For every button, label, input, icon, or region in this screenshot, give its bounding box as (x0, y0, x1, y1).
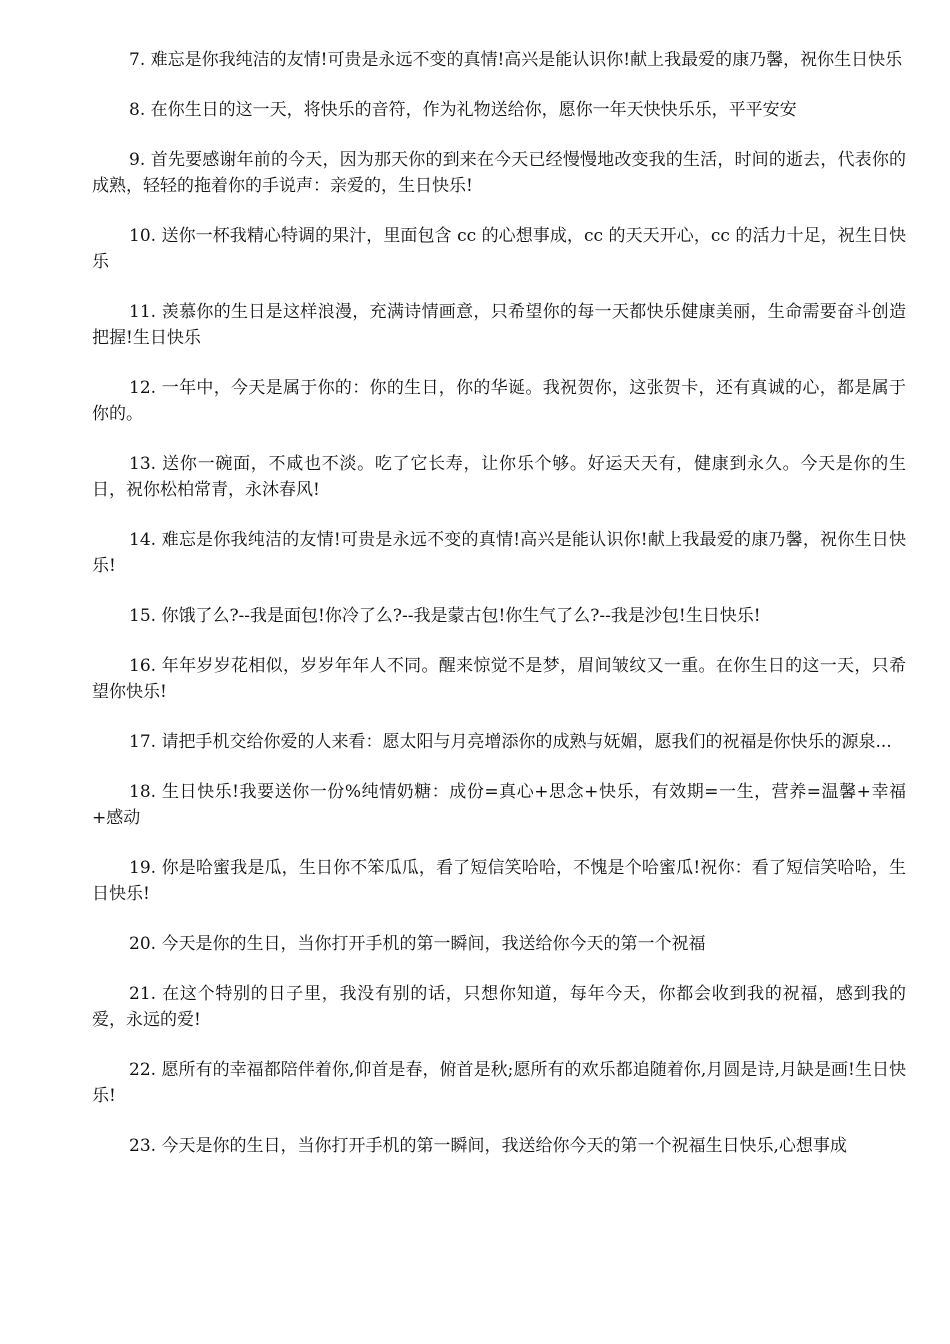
wish-paragraph-13: 13. 送你一碗面，不咸也不淡。吃了它长寿，让你乐个够。好运天天有，健康到永久。今天是你的生日，祝你松柏常青，永沐春风! (92, 454, 906, 500)
wish-paragraph-9: 9. 首先要感谢年前的今天，因为那天你的到来在今天已经慢慢地改变我的生活，时间的逝去，代表你的成熟，轻轻的拖着你的手说声：亲爱的，生日快乐! (92, 150, 906, 196)
wish-paragraph-19: 19. 你是哈蜜我是瓜，生日你不笨瓜瓜，看了短信笑哈哈，不愧是个哈蜜瓜!祝你：看了短信笑哈哈，生日快乐! (92, 858, 906, 904)
wish-paragraph-14: 14. 难忘是你我纯洁的友情!可贵是永远不变的真情!高兴是能认识你!献上我最爱的康乃馨，祝你生日快乐! (92, 530, 906, 576)
wish-paragraph-7: 7. 难忘是你我纯洁的友情!可贵是永远不变的真情!高兴是能认识你!献上我最爱的康乃馨，祝你生日快乐 (129, 50, 903, 70)
document-page (92, 47, 906, 1183)
wish-paragraph-20: 20. 今天是你的生日，当你打开手机的第一瞬间，我送给你今天的第一个祝福 (129, 934, 706, 954)
wish-paragraph-21: 21. 在这个特别的日子里，我没有别的话，只想你知道，每年今天，你都会收到我的祝福，感到我的爱，永远的爱! (92, 984, 906, 1030)
wish-paragraph-18: 18. 生日快乐!我要送你一份%纯情奶糖：成份=真心+思念+快乐，有效期=一生，营养=温馨+幸福+感动 (92, 782, 906, 828)
wish-paragraph-11: 11. 羡慕你的生日是这样浪漫，充满诗情画意，只希望你的每一天都快乐健康美丽，生命需要奋斗创造把握!生日快乐 (92, 302, 906, 348)
wish-paragraph-15: 15. 你饿了么?--我是面包!你冷了么?--我是蒙古包!你生气了么?--我是沙包!生日快乐! (129, 606, 761, 626)
wish-paragraph-10: 10. 送你一杯我精心特调的果汁，里面包含 cc 的心想事成，cc 的天天开心，cc 的活力十足，祝生日快乐 (92, 226, 906, 272)
wish-paragraph-8: 8. 在你生日的这一天，将快乐的音符，作为礼物送给你，愿你一年天快快乐乐，平平安安 (129, 100, 797, 120)
wish-paragraph-22: 22. 愿所有的幸福都陪伴着你,仰首是春，俯首是秋;愿所有的欢乐都追随着你,月圆是诗,月缺是画!生日快乐! (92, 1060, 906, 1106)
wish-paragraph-16: 16. 年年岁岁花相似，岁岁年年人不同。醒来惊觉不是梦，眉间皱纹又一重。在你生日的这一天，只希望你快乐! (92, 656, 906, 702)
wish-paragraph-23: 23. 今天是你的生日，当你打开手机的第一瞬间，我送给你今天的第一个祝福生日快乐,心想事成 (129, 1136, 847, 1156)
wish-paragraph-12: 12. 一年中，今天是属于你的：你的生日，你的华诞。我祝贺你，这张贺卡，还有真诚的心，都是属于你的。 (92, 378, 906, 424)
wish-paragraph-17: 17. 请把手机交给你爱的人来看：愿太阳与月亮增添你的成熟与妩媚，愿我们的祝福是你快乐的源泉... (129, 732, 892, 752)
